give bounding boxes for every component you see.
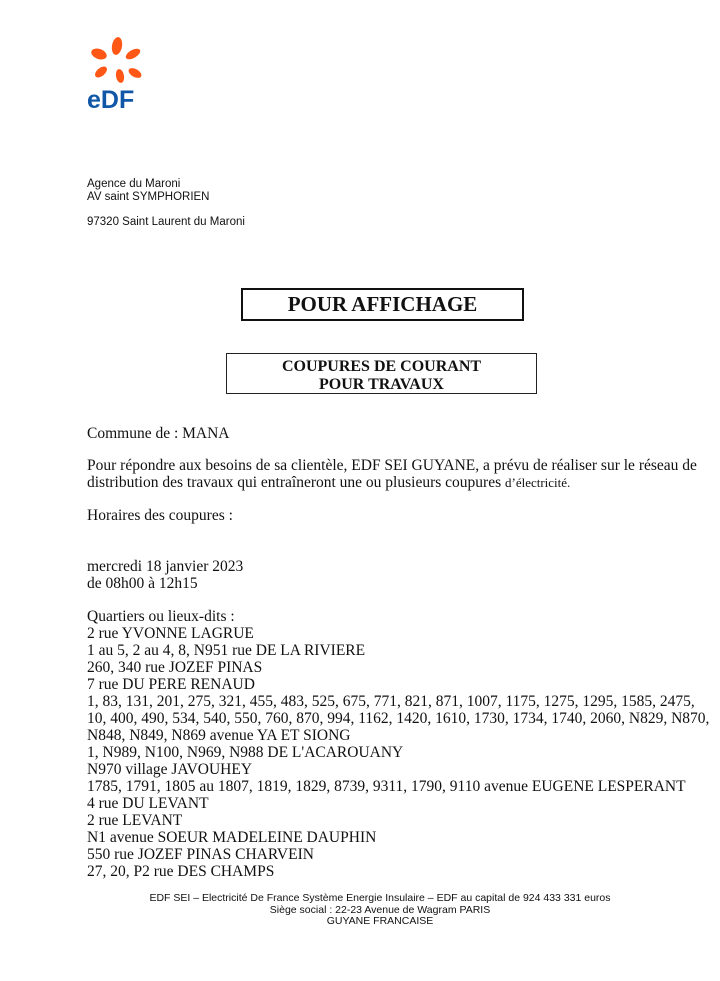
area-item: 2 rue LEVANT	[87, 812, 183, 829]
edf-petals-icon	[90, 36, 143, 83]
area-item: 2 rue YVONNE LAGRUE	[87, 625, 254, 642]
address-line: AV saint SYMPHORIEN	[87, 191, 210, 203]
agency-address	[87, 178, 245, 229]
area-item: 1, 83, 131, 201, 275, 321, 455, 483, 525, 675, 771, 821, 871, 1007, 1175, 1275, 1295, 1585, 2475, 10, 400, 490, 534, 540, 550, 760, 870, 994, 1162, 1420, 1610, 1730, 1734, 1740, 2060, N829, N870, N848, N849, N869 avenue YA ET SIONG	[87, 693, 710, 744]
area-item: 27, 20, P2 rue DES CHAMPS	[87, 863, 275, 880]
footer	[0, 893, 720, 928]
address-line: 97320 Saint Laurent du Maroni	[87, 216, 245, 228]
page-title-text: POUR AFFICHAGE	[287, 292, 478, 316]
outage-date: mercredi 18 janvier 2023	[87, 558, 244, 575]
intro-text-end: d’électricité.	[504, 475, 571, 490]
schedule-label: Horaires des coupures :	[87, 507, 233, 524]
notice-body	[87, 425, 712, 880]
subtitle-line: POUR TRAVAUX	[319, 376, 444, 393]
area-item: 1 au 5, 2 au 4, 8, N951 rue DE LA RIVIERE	[87, 642, 366, 659]
address-line: Agence du Maroni	[87, 178, 181, 190]
areas-list	[87, 625, 712, 880]
area-item: N1 avenue SOEUR MADELEINE DAUPHIN	[87, 829, 377, 846]
intro-text: Pour répondre aux besoins de sa clientèle, EDF SEI GUYANE, a prévu de réaliser sur le réseau de distribution des travaux qui entraîneront une ou plusieurs coupures	[87, 457, 697, 491]
area-item: 4 rue DU LEVANT	[87, 795, 209, 812]
subtitle-box	[226, 353, 537, 394]
subtitle-line: COUPURES DE COURANT	[281, 358, 482, 375]
footer-line: Siège social : 22-23 Avenue de Wagram PARIS	[269, 903, 491, 916]
footer-line: GUYANE FRANCAISE	[326, 915, 434, 927]
areas-label: Quartiers ou lieux-dits :	[87, 608, 235, 625]
area-item: 550 rue JOZEF PINAS CHARVEIN	[87, 846, 314, 863]
edf-logo-text: eDF	[87, 86, 135, 114]
page-title	[241, 288, 524, 321]
edf-logo	[86, 34, 150, 114]
area-item: 1, N989, N100, N969, N988 DE L'ACAROUANY	[87, 744, 404, 761]
area-item: 7 rue DU PERE RENAUD	[87, 676, 255, 693]
area-item: 1785, 1791, 1805 au 1807, 1819, 1829, 8739, 9311, 1790, 9110 avenue EUGENE LESPERANT	[87, 778, 686, 795]
footer-line: EDF SEI – Electricité De France Système Energie Insulaire – EDF au capital de 924 433 331 euros	[149, 892, 611, 904]
commune-line: Commune de : MANA	[87, 425, 230, 442]
area-item: N970 village JAVOUHEY	[87, 761, 253, 778]
outage-time: de 08h00 à 12h15	[87, 575, 198, 592]
intro-paragraph	[87, 457, 712, 491]
area-item: 260, 340 rue JOZEF PINAS	[87, 659, 263, 676]
